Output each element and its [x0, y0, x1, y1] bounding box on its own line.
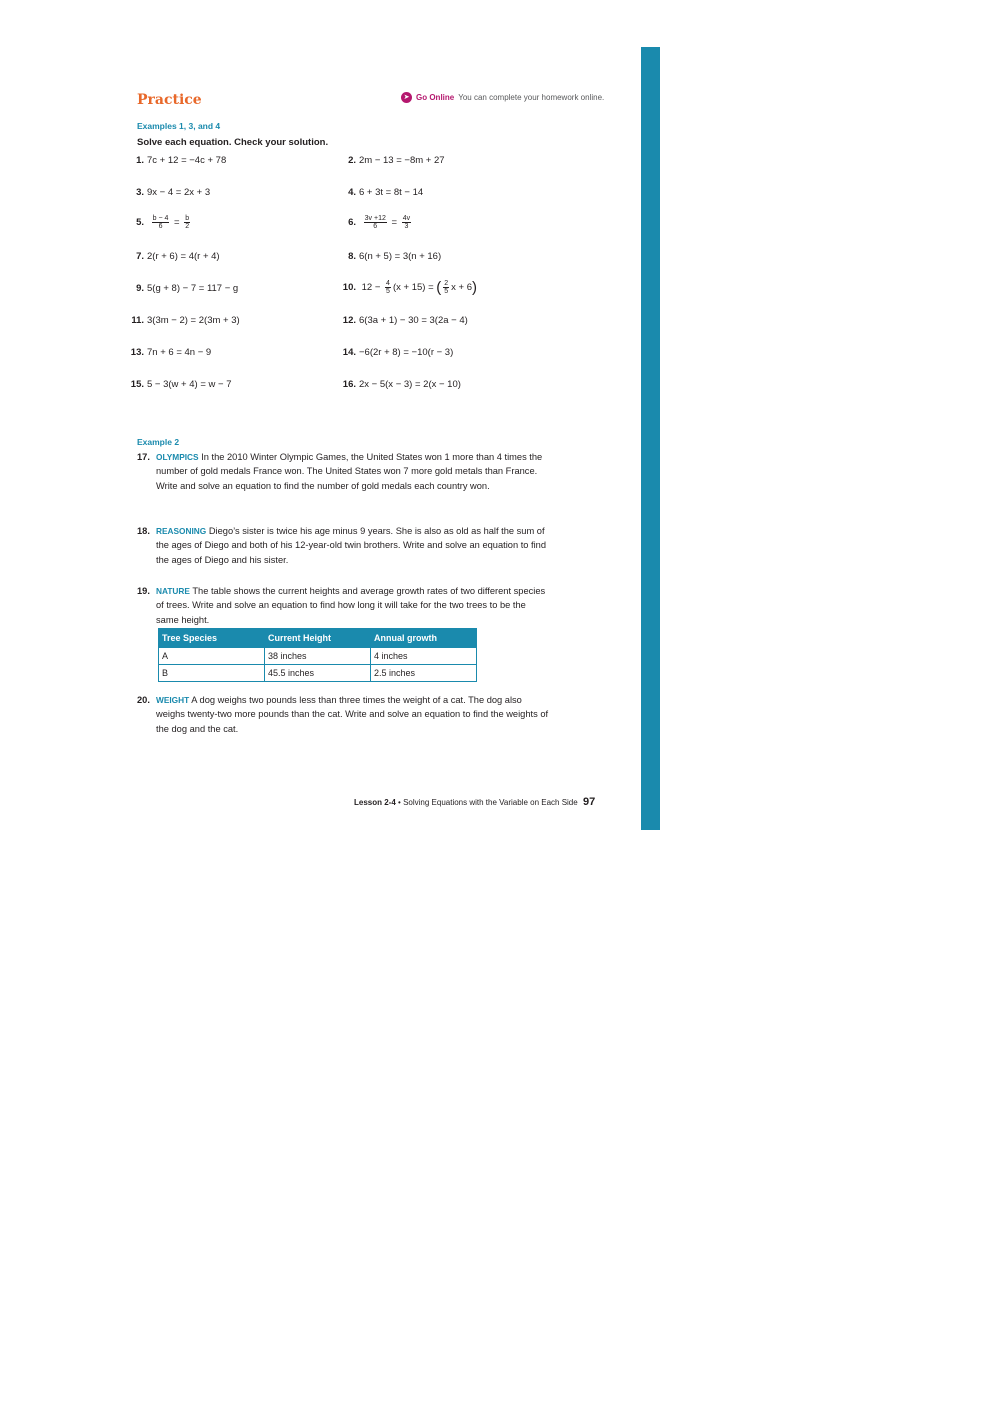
- fraction: $\frac{4v}{3}$: [402, 215, 411, 230]
- problem-12: [340, 315, 468, 326]
- page-title: Practice: [137, 92, 202, 108]
- equation: 6(3a + 1) − 30 = 3(2a − 4): [359, 315, 468, 326]
- fraction: $\frac{4}{5}$: [386, 280, 390, 295]
- table-cell: 2.5 inches: [371, 665, 477, 682]
- go-online-text: You can complete your homework online.: [458, 93, 605, 102]
- problem-9: [130, 283, 238, 294]
- equation: 7n + 6 = 4n − 9: [147, 347, 212, 358]
- instructions: Solve each equation. Check your solution.: [137, 137, 329, 148]
- go-online-label[interactable]: Go Online: [416, 93, 455, 102]
- example-2-heading: Example 2: [137, 437, 180, 447]
- column-header: Annual growth: [371, 629, 477, 648]
- problem-text: The table shows the current heights and average growth rates of two different species of trees. Write and solve an equation to find how long it will take for the two trees to be the same height.: [156, 586, 546, 625]
- problem-keyword: WEIGHT: [156, 695, 190, 705]
- problem-number: 12.: [342, 315, 356, 326]
- table-row: [159, 665, 477, 682]
- problem-3: [130, 187, 210, 198]
- problem-number: 10.: [342, 282, 356, 294]
- equation: 5(g + 8) − 7 = 117 − g: [147, 283, 239, 294]
- table-cell: B: [159, 665, 265, 682]
- problem-text: In the 2010 Winter Olympic Games, the United States won 1 more than 4 times the number of gold medals France won. The United States won 7 more gold metals than France. Write and solve an equation to find the number of gold medals each country won.: [156, 452, 543, 491]
- word-problem-20: [137, 693, 549, 736]
- problem-number: 11.: [131, 315, 144, 326]
- problem-1: [130, 155, 226, 166]
- problem-number: 2.: [348, 155, 356, 166]
- problem-number: 15.: [130, 379, 144, 390]
- equation: 5 − 3(w + 4) = w − 7: [147, 379, 232, 390]
- lesson-label: Lesson 2-4: [354, 798, 396, 807]
- problem-number: 4.: [348, 187, 356, 198]
- problem-11: [130, 315, 240, 326]
- problem-keyword: OLYMPICS: [156, 452, 199, 462]
- problem-text: Diego’s sister is twice his age minus 9 years. She is also as old as half the sum of the ages of Diego and both of his 12-year-old twin brothers. Write and solve an equation to find the ages of Diego and his sister.: [156, 526, 547, 565]
- footer-bullet: •: [398, 798, 401, 807]
- problem-number: 9.: [136, 283, 144, 294]
- problem-number: 18.: [137, 526, 150, 536]
- cursor-icon: ➤: [401, 92, 412, 103]
- problem-number: 3.: [136, 187, 144, 198]
- problem-number: 5.: [136, 217, 144, 229]
- problem-2: [340, 155, 445, 166]
- go-online-banner[interactable]: [401, 92, 604, 103]
- lesson-title: Solving Equations with the Variable on Each Side: [403, 798, 578, 807]
- problem-number: 1.: [136, 155, 144, 166]
- table-cell: 4 inches: [371, 648, 477, 665]
- equation: −6(2r + 8) = −10(r − 3): [359, 347, 454, 358]
- equation: 6(n + 5) = 3(n + 16): [359, 251, 442, 262]
- problem-number: 20.: [137, 695, 150, 705]
- column-header: Tree Species: [159, 629, 265, 648]
- problem-number: 13.: [130, 347, 144, 358]
- problem-number: 19.: [137, 586, 150, 596]
- problem-number: 8.: [348, 251, 356, 262]
- problem-number: 17.: [137, 452, 150, 462]
- table-cell: 45.5 inches: [265, 665, 371, 682]
- fraction: $\frac{2}{5}$: [444, 280, 449, 295]
- table-header-row: [159, 629, 477, 648]
- side-bar: [641, 47, 660, 830]
- word-problem-18: [137, 524, 549, 567]
- problem-13: [130, 347, 211, 358]
- table-cell: A: [159, 648, 265, 665]
- problem-5: 5. $\frac{b - 4}{6}$ = $\frac{b}{2}$: [130, 215, 192, 230]
- word-problem-17: [137, 450, 549, 493]
- equation: 3(3m − 2) = 2(3m + 3): [147, 315, 240, 326]
- equation: 6 + 3t = 8t − 14: [359, 187, 424, 198]
- problem-text: A dog weighs two pounds less than three times the weight of a cat. The dog also weighs twenty-two more pounds than the cat. Write and solve an equation to find the weights of the dog and the cat.: [156, 695, 549, 734]
- problem-4: [340, 187, 423, 198]
- equation: 9x − 4 = 2x + 3: [147, 187, 211, 198]
- word-problem-19: [137, 584, 549, 627]
- tree-growth-table: [158, 628, 477, 682]
- examples-heading: Examples 1, 3, and 4: [137, 121, 221, 131]
- equation: 2m − 13 = −8m + 27: [359, 155, 445, 166]
- problem-6: 6. $\frac{3v +12}{6}$ = $\frac{4v}{3}$: [340, 215, 413, 230]
- fraction: $\frac{b}{2}$: [185, 215, 190, 230]
- problem-number: 6.: [348, 217, 356, 229]
- equation: 2x − 5(x − 3) = 2(x − 10): [359, 379, 461, 390]
- fraction: $\frac{3v +12}{6}$: [364, 215, 386, 230]
- problem-number: 7.: [136, 251, 144, 262]
- page-footer: [354, 796, 595, 808]
- equation: 2(r + 6) = 4(r + 4): [147, 251, 220, 262]
- problem-number: 16.: [342, 379, 356, 390]
- table-row: [159, 648, 477, 665]
- page-number: 97: [582, 796, 596, 808]
- problem-7: [130, 251, 220, 262]
- problem-keyword: NATURE: [156, 586, 190, 596]
- fraction: $\frac{b - 4}{6}$: [152, 215, 169, 230]
- equation: 7c + 12 = −4c + 78: [147, 155, 227, 166]
- problem-14: [340, 347, 453, 358]
- problem-keyword: REASONING: [156, 526, 207, 536]
- problem-number: 14.: [342, 347, 356, 358]
- problem-8: [340, 251, 441, 262]
- problem-16: [340, 379, 461, 390]
- table-cell: 38 inches: [265, 648, 371, 665]
- column-header: Current Height: [265, 629, 371, 648]
- problem-15: [130, 379, 232, 390]
- problem-10: 10. 12 − $\frac{4}{5}$ (x + 15) = ( $\frac{2}{5}$ x + 6): [340, 279, 477, 296]
